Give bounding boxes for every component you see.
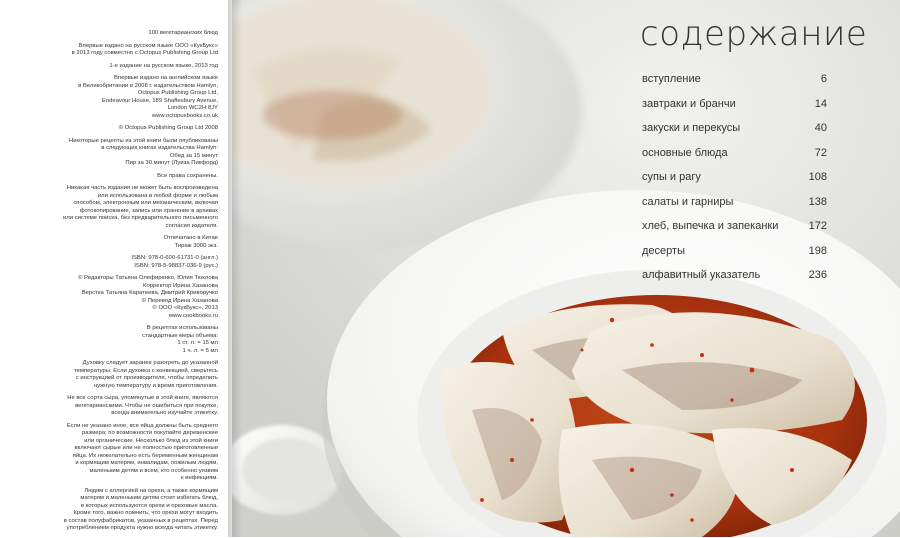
toc-entry — [642, 67, 827, 92]
colophon-line: 1 ст. л. = 15 мл — [177, 340, 218, 346]
toc-entry-page: 14 — [814, 97, 827, 110]
colophon-line: Тираж 3000 экз. — [174, 242, 218, 249]
colophon-line: Никакая часть издания не может быть воспроизведена — [66, 185, 218, 191]
colophon-line: Не все сорта сыра, упомянутые в этой книге, являются — [67, 395, 218, 401]
colophon-line: 100 вегетарианских блюд — [148, 30, 218, 36]
toc-entry-page: 72 — [814, 146, 827, 159]
colophon-line: включают сырые или не полностью приготовленные — [74, 445, 218, 451]
colophon-line: London WC2H 8JY — [167, 105, 218, 111]
toc-entry-label: салаты и гарниры — [642, 195, 734, 208]
colophon-line: Если не указано иное, все яйца должны быть среднего — [66, 422, 218, 429]
colophon-line: в Великобритании в 2008 г. издательством Hamlyn, — [78, 82, 218, 89]
colophon-block — [28, 360, 218, 390]
colophon-block — [28, 275, 218, 320]
colophon-line: или использована в любой форме и любым — [97, 192, 218, 199]
colophon-line: яйца. Их нежелательно есть беременным женщинам — [72, 452, 218, 459]
colophon-line: в которых используются орехи и ореховые масла. — [80, 502, 218, 509]
toc-entry — [642, 165, 827, 190]
colophon-block — [28, 255, 218, 270]
colophon-block — [28, 63, 218, 71]
colophon-line: ISBN: 978-0-600-61731-0 (англ.) — [131, 255, 218, 261]
colophon-line: 1-е издание на русском языке, 2013 год — [109, 62, 218, 69]
colophon-block — [28, 173, 218, 181]
colophon-block — [28, 325, 218, 355]
colophon-line: В рецептах использованы — [146, 325, 218, 331]
colophon-line: или системе поиска, без предварительного письменного — [63, 215, 218, 221]
toc-entry-label: десерты — [642, 244, 685, 257]
table-of-contents — [642, 67, 827, 288]
colophon-line: © Редакторы Татьяна Олефиренко, Юлия Тюклова — [78, 275, 218, 281]
toc-entry-page: 40 — [814, 122, 827, 134]
toc-entry — [642, 214, 827, 239]
toc-entry-page: 108 — [808, 171, 827, 183]
colophon-line: в состав полуфабрикатов, указанных в рецептах. Перед — [63, 517, 218, 524]
colophon-line: употреблением продукта нужно всегда читать этикетку. — [66, 525, 218, 531]
colophon-block — [28, 488, 218, 533]
colophon-line: с инструкцией от производителя, чтобы определить — [75, 375, 218, 381]
toc-entry — [642, 263, 827, 288]
toc-entry — [642, 239, 827, 264]
colophon-block — [28, 185, 218, 230]
colophon-line: Endeavour House, 189 Shaftesbury Avenue, — [101, 97, 218, 104]
colophon-block — [28, 138, 218, 168]
colophon-line: Впервые издано на английском языке — [113, 75, 218, 81]
book-spine-shadow — [228, 0, 242, 537]
colophon-line: размера; по возможности покупайте деревенские — [81, 430, 218, 436]
colophon-line: вегетарианскими. Чтобы не ошибиться при покупке, — [75, 402, 218, 409]
toc-entry-label: алфавитный указатель — [642, 269, 761, 281]
colophon-line: матерям и маленьким детям стоит избегать блюд, — [80, 495, 218, 501]
toc-entry-page: 138 — [808, 195, 827, 208]
colophon-line: ISBN: 978-5-98837-036-9 (рус.) — [134, 262, 218, 269]
colophon-line: www.octopusbooks.co.uk — [151, 112, 218, 119]
colophon-line: Обед за 15 минут — [169, 152, 218, 159]
colophon-line: Кроме того, важно помнить, что орехи могут входить — [73, 510, 218, 516]
colophon-block — [28, 75, 218, 120]
toc-entry-page: 172 — [808, 220, 827, 232]
toc-entry-label: супы и рагу — [642, 171, 701, 183]
colophon-line: температуры. Если духовка с конвекцией, сверьтесь — [74, 367, 218, 374]
toc-entry-label: вступление — [642, 73, 701, 85]
colophon-line: © Перевод Ирина Хазанова — [141, 297, 218, 304]
colophon-line: © Octopus Publishing Group Ltd 2008 — [118, 125, 218, 131]
colophon-line: стандартные меры объема: — [142, 332, 218, 339]
colophon-line: фотокопирование, запись или хранение в архивах — [79, 207, 218, 214]
colophon-line: Отпечатано в Китае — [163, 235, 218, 241]
toc-entry-label: закуски и перекусы — [642, 122, 741, 134]
colophon-line: в следующих книгах издательства Hamlyn: — [101, 145, 218, 151]
colophon-block — [28, 235, 218, 250]
toc-entry-label: завтраки и бранчи — [642, 97, 736, 110]
toc-entry-label: хлеб, выпечка и запеканки — [642, 220, 779, 232]
colophon-line: всегда внимательно изучайте этикетку. — [111, 410, 218, 416]
colophon-line: Некоторые рецепты из этой книги были опубликованы — [68, 137, 218, 144]
colophon-line: Пир за 30 минут (Луиза Пикфорд) — [125, 160, 218, 166]
colophon-line: Верстка Татьяна Каратеева, Дмитрий Криворучко — [81, 290, 218, 296]
toc-entry — [642, 141, 827, 166]
toc-title: содержание — [640, 14, 868, 54]
colophon-line: и кормящим матерям, инвалидам, пожилым людям, — [75, 460, 218, 466]
colophon-line: в 2013 году совместно с Octopus Publishing Group Ltd — [71, 50, 218, 56]
colophon-block — [28, 423, 218, 483]
colophon-line: Впервые издано на русском языке ООО «КукБукс» — [78, 42, 218, 49]
toc-entry — [642, 92, 827, 117]
colophon-line: Людям с аллергией на орехи, а также кормящим — [84, 487, 218, 494]
colophon-text — [28, 30, 218, 538]
colophon-block — [28, 395, 218, 418]
colophon-line: способом, электронным или механическим, включая — [73, 200, 218, 206]
colophon-line: www.cookbooks.ru — [168, 312, 218, 319]
colophon-line: Octopus Publishing Group Ltd, — [137, 90, 218, 96]
toc-entry — [642, 116, 827, 141]
colophon-line: © ООО «КукБукс», 2013 — [152, 305, 218, 311]
colophon-line: Корректор Ирина Хазанова — [143, 282, 218, 289]
toc-entry-page: 198 — [808, 244, 827, 257]
colophon-line: или органические. Несколько блюд из этой книги — [84, 437, 218, 444]
colophon-line: Духовку следует заранее разогреть до указанной — [82, 360, 218, 366]
colophon-line: к инфекциям. — [181, 475, 218, 481]
colophon-line: 1 ч. л. = 5 мл — [182, 347, 218, 354]
toc-entry — [642, 190, 827, 215]
colophon-page — [0, 0, 232, 537]
toc-entry-page: 6 — [820, 73, 827, 85]
colophon-block — [28, 30, 218, 38]
toc-entry-label: основные блюда — [642, 146, 728, 159]
toc-entry-page: 236 — [808, 269, 827, 281]
colophon-block — [28, 125, 218, 133]
colophon-line: маленьким детям и всем, кто особенно уязвим — [89, 467, 218, 474]
colophon-line: нужную температуру и время приготовления. — [93, 382, 218, 389]
colophon-line: Все права сохранены. — [157, 172, 218, 179]
colophon-line: согласия издателя. — [165, 222, 218, 229]
colophon-block — [28, 43, 218, 58]
